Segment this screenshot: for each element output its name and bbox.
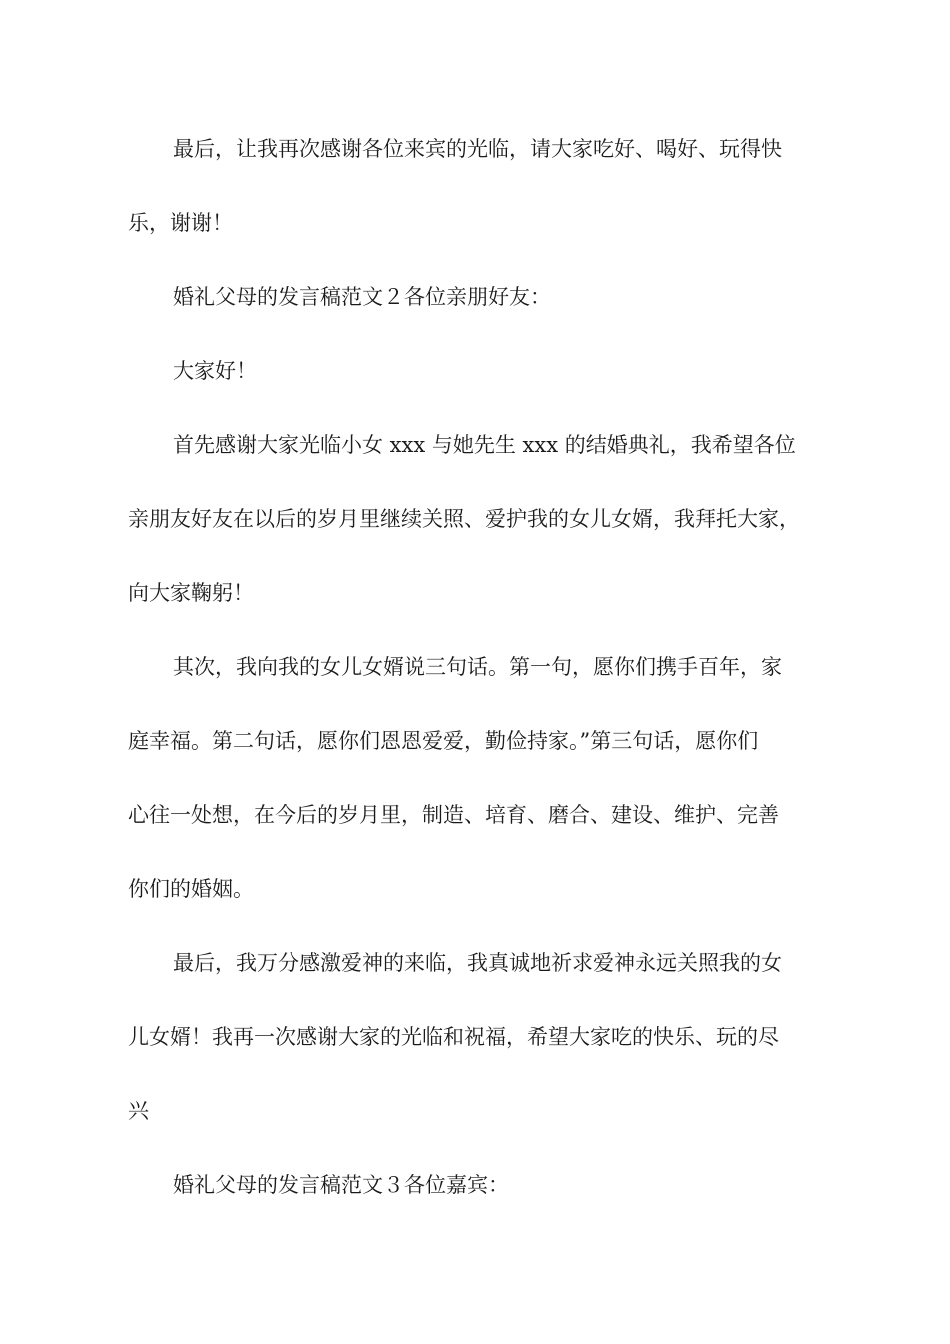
text-line: 心往一处想，在今后的岁月里，制造、培育、磨合、建设、维护、完善: [128, 803, 779, 827]
paragraph-final-blessing: [128, 926, 828, 1148]
text-line: 其次，我向我的女儿女婿说三句话。第一句，愿你们携手百年，家: [173, 655, 782, 679]
text-line: 大家好！: [173, 359, 257, 383]
text-line: 兴: [128, 1099, 149, 1123]
text-line: 最后，我万分感激爱神的来临，我真诚地祈求爱神永远关照我的女: [173, 951, 782, 975]
text-line: 首先感谢大家光临小女 xxx 与她先生 xxx 的结婚典礼，我希望各位: [173, 433, 796, 457]
text-line: 乐，谢谢！: [128, 211, 233, 235]
document-body: [128, 112, 828, 1222]
paragraph-three-wishes: [128, 630, 828, 926]
section-heading-sample-2: [128, 260, 828, 334]
text-line: 亲朋友好友在以后的岁月里继续关照、爱护我的女儿女婿，我拜托大家，: [128, 507, 800, 531]
text-line: 向大家鞠躬！: [128, 581, 254, 605]
paragraph-closing-thanks: [128, 112, 828, 260]
text-line: 婚礼父母的发言稿范文３各位嘉宾：: [173, 1173, 509, 1197]
section-heading-sample-3: [128, 1148, 828, 1222]
text-line: 儿女婿！我再一次感谢大家的光临和祝福，希望大家吃的快乐、玩的尽: [128, 1025, 779, 1049]
text-line: 你们的婚姻。: [128, 877, 254, 901]
text-line: 最后，让我再次感谢各位来宾的光临，请大家吃好、喝好、玩得快: [173, 137, 782, 161]
paragraph-greeting: [128, 334, 828, 408]
text-line: 婚礼父母的发言稿范文２各位亲朋好友：: [173, 285, 551, 309]
text-line: 庭幸福。第二句话，愿你们恩恩爱爱，勤俭持家。”第三句话，愿你们: [128, 729, 759, 753]
paragraph-first-thanks: [128, 408, 828, 630]
